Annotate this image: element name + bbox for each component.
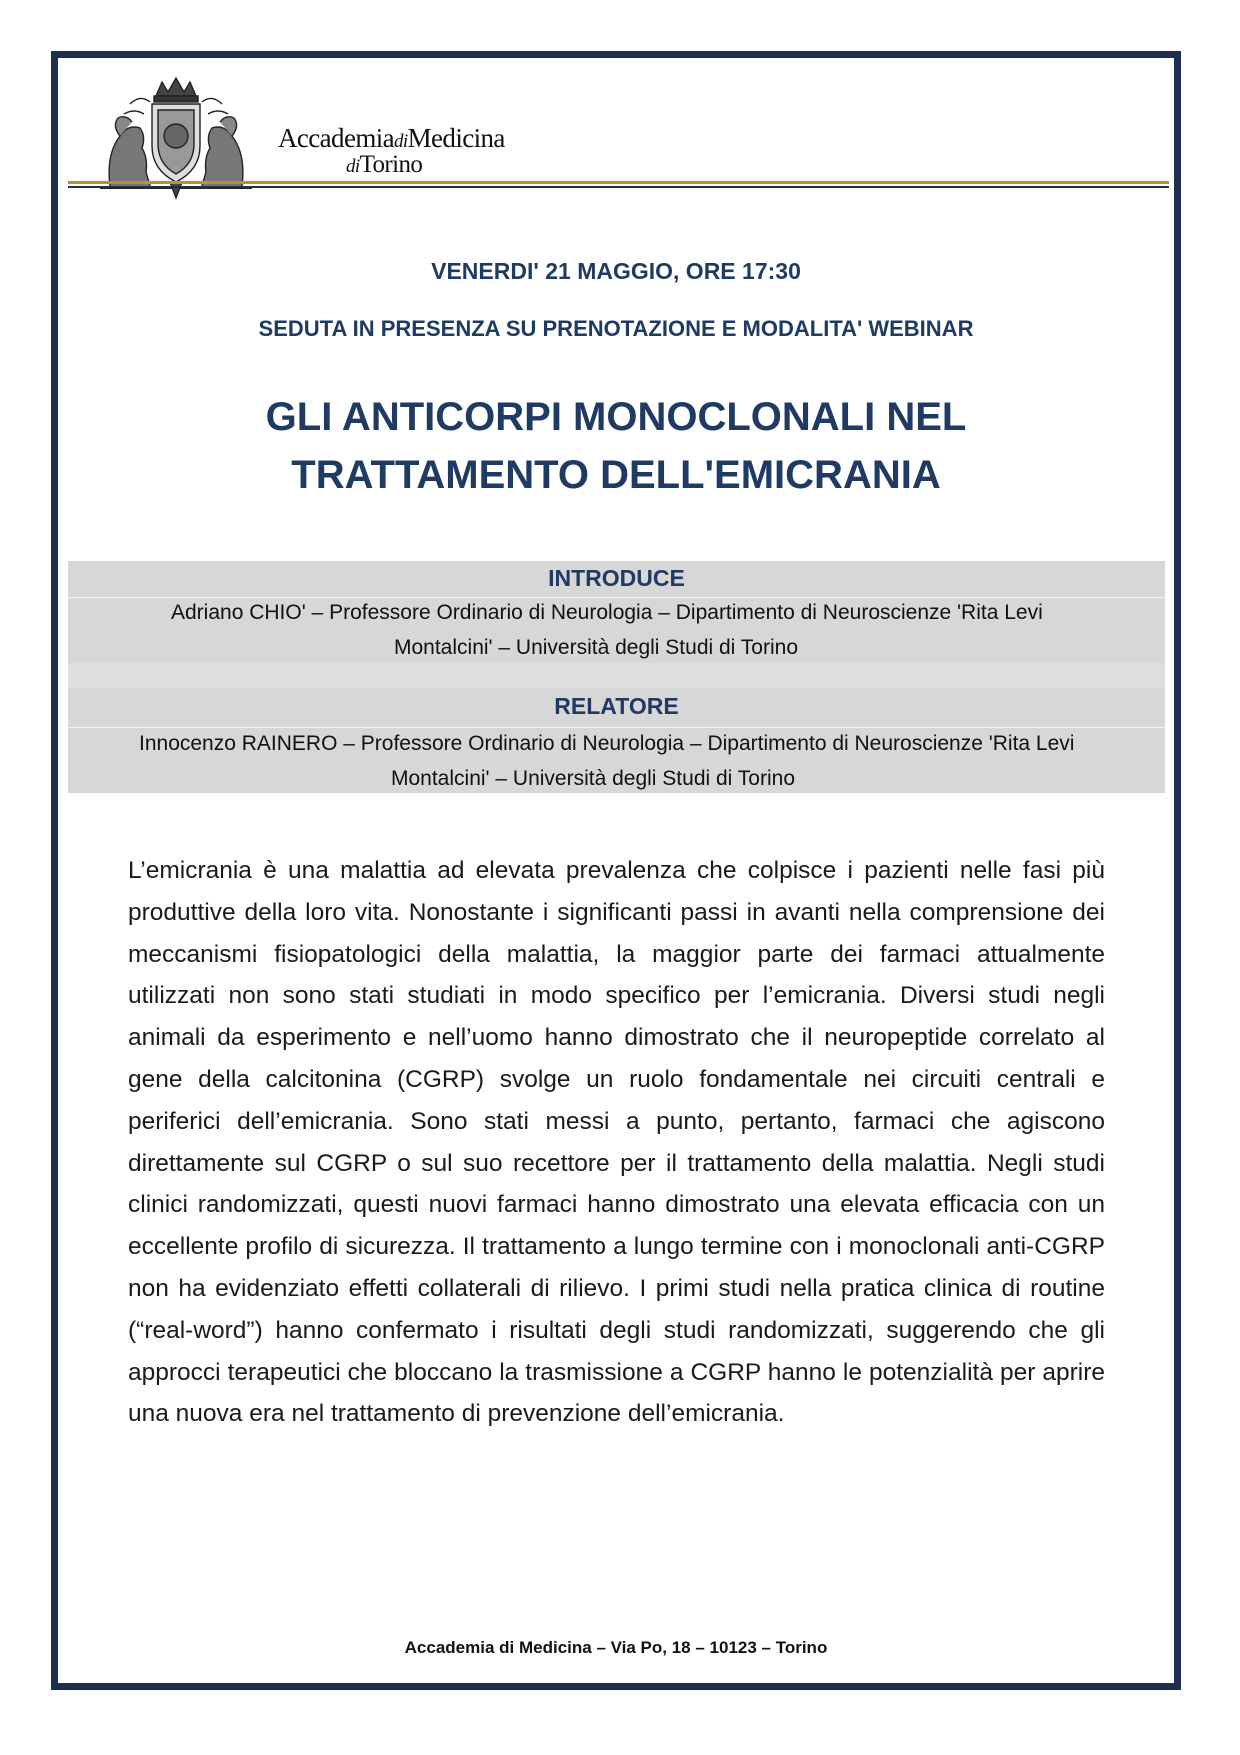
- relatore-box: [68, 688, 1165, 793]
- event-title-line-2: TRATTAMENTO DELL'EMICRANIA: [291, 453, 941, 497]
- introduce-person-line-2: Montalcini' – Università degli Studi di Torino: [394, 636, 798, 659]
- event-title: [58, 388, 1174, 504]
- footer-address: Accademia di Medicina – Via Po, 18 – 10123 – Torino: [404, 1638, 828, 1657]
- academy-city: diTorino: [346, 151, 423, 178]
- header-gold-rule: [68, 181, 1169, 184]
- academy-name: AccademiadiMedicina: [278, 123, 505, 153]
- abstract-paragraph: L’emicrania è una malattia ad elevata prevalenza che colpisce i pazienti nelle fasi più produttive della loro vita. Nonostante i significanti passi in avanti nella comprensione dei meccanismi fisiopatologici della malattia, la maggior parte dei farmaci attualmente utilizzati non sono stati studiati in modo specifico per l’emicrania. Diversi studi negli animali da esperimento e nell’uomo hanno dimostrato che il neuropeptide correlato al gene della calcitonina (CGRP) svolge un ruolo fondamentale nei circuiti centrali e periferici dell’emicrania. Sono stati messi a punto, pertanto, farmaci che agiscono direttamente sul CGRP o sul suo recettore per il trattamento della malattia. Negli studi clinici randomizzati, questi nuovi farmaci hanno dimostrato una elevata efficacia con un eccellente profilo di sicurezza. Il trattamento a lungo termine con i monoclonali anti-CGRP non ha evidenziato effetti collaterali di rilievo. I primi studi nella pratica clinica di routine (“real-word”) hanno confermato i risultati degli studi randomizzati, suggerendo che gli approcci terapeutici che bloccano la trasmissione a CGRP hanno le potenzialità per aprire una nuova era nel trattamento di prevenzione dell’emicrania.: [128, 857, 1105, 1428]
- relatore-label: RELATORE: [554, 693, 679, 719]
- introduce-person-line-1: Adriano CHIO' – Professore Ordinario di Neurologia – Dipartimento di Neuroscienze 'Rita Levi: [171, 601, 1043, 624]
- box-separator: [68, 727, 1165, 728]
- event-title-line-1: GLI ANTICORPI MONOCLONALI NEL: [265, 395, 967, 439]
- box-gap: [68, 663, 1165, 688]
- relatore-person-line-2: Montalcini' – Università degli Studi di Torino: [391, 767, 795, 790]
- introduce-box: [68, 561, 1165, 663]
- introduce-label: INTRODUCE: [548, 565, 685, 591]
- box-separator: [68, 597, 1165, 598]
- event-date-time: VENERDI' 21 MAGGIO, ORE 17:30: [431, 258, 801, 284]
- header-dark-rule: [68, 186, 1169, 188]
- event-mode: SEDUTA IN PRESENZA SU PRENOTAZIONE E MODALITA' WEBINAR: [258, 316, 974, 341]
- relatore-person-line-1: Innocenzo RAINERO – Professore Ordinario di Neurologia – Dipartimento di Neuroscienze 'Rita Levi: [139, 732, 1075, 755]
